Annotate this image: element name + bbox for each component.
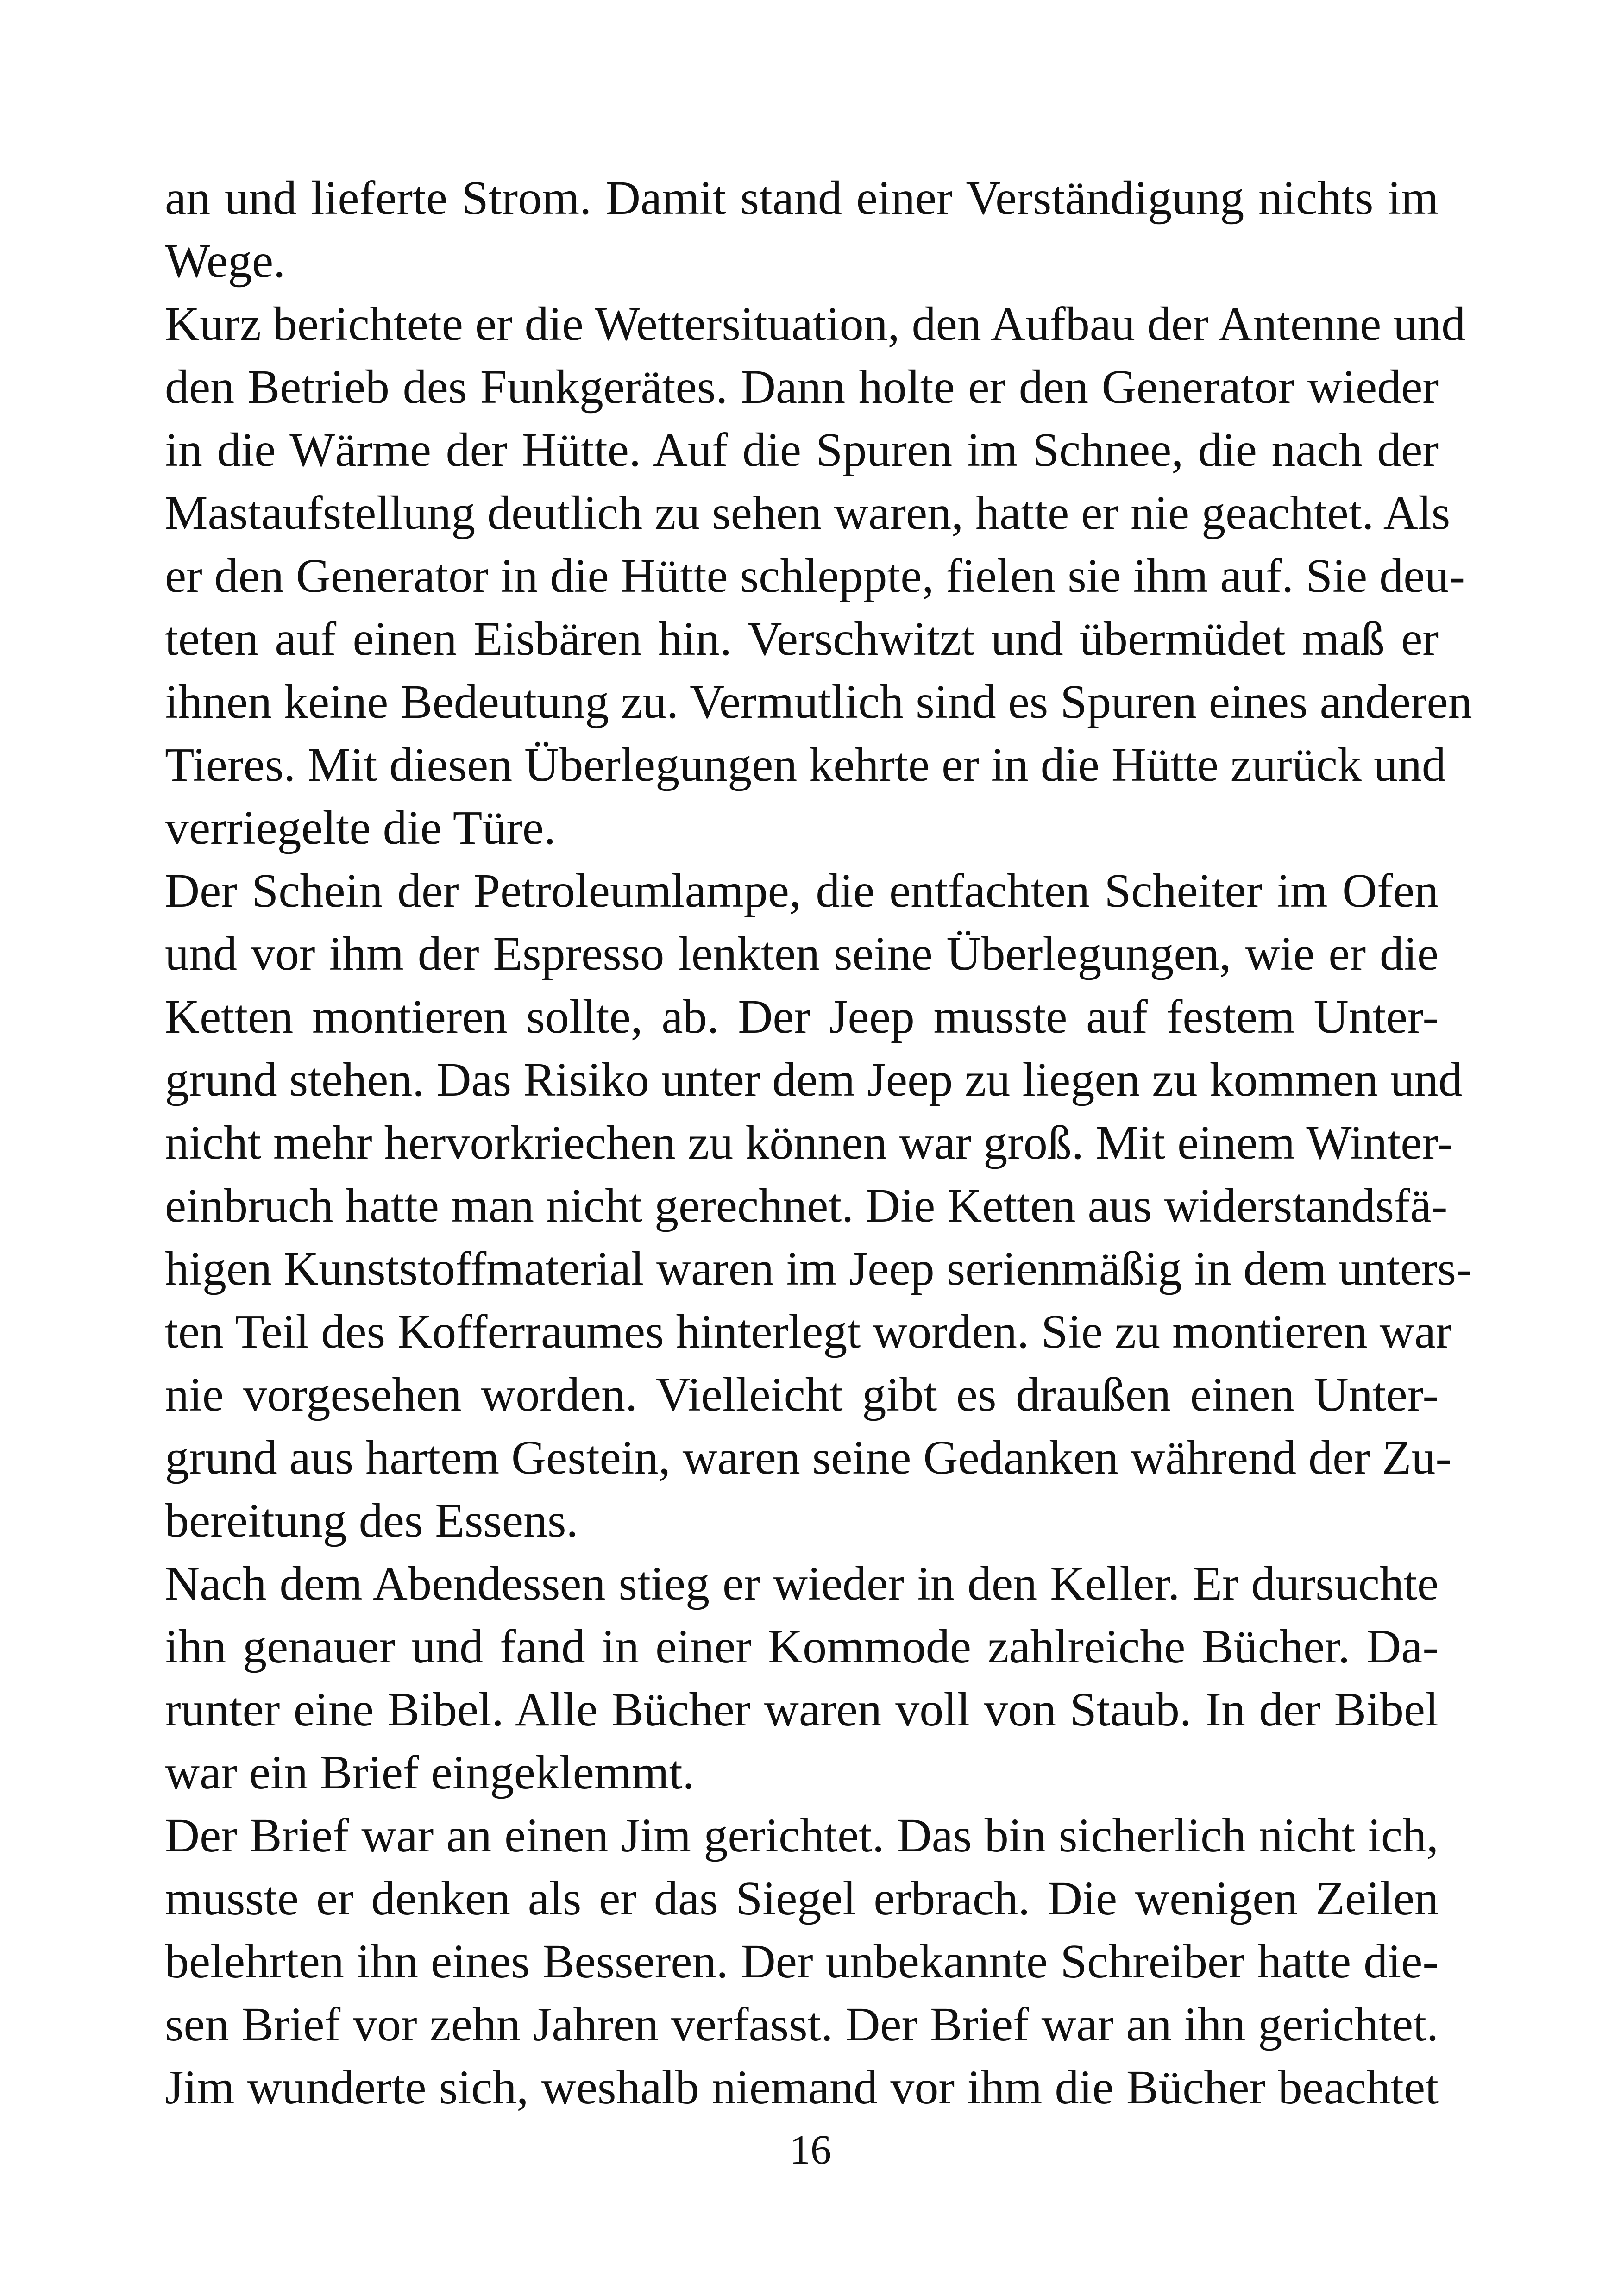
text-line: verriegelte die Türe. xyxy=(165,801,556,854)
text-line: Wege. xyxy=(165,234,286,288)
text-line: Der Brief war an einen Jim gerichtet. Das bin sicherlich nicht ich, xyxy=(165,1809,1439,1862)
text-line: runter eine Bibel. Alle Bücher waren voll von Staub. In der Bibel xyxy=(165,1683,1439,1736)
text-line: den Betrieb des Funkgerätes. Dann holte er den Generator wieder xyxy=(165,360,1439,414)
text-line: nicht mehr hervorkriechen zu können war groß. Mit einem Winter- xyxy=(165,1116,1453,1169)
text-line: Kurz berichtete er die Wettersituation, den Aufbau der Antenne und xyxy=(165,297,1466,351)
text-line: grund aus hartem Gestein, waren seine Gedanken während der Zu- xyxy=(165,1431,1452,1484)
text-line: war ein Brief eingeklemmt. xyxy=(165,1746,695,1799)
text-line: einbruch hatte man nicht gerechnet. Die Ketten aus widerstandsfä- xyxy=(165,1179,1448,1232)
text-line: musste er denken als er das Siegel erbrach. Die wenigen Zeilen xyxy=(165,1872,1439,1925)
text-line: bereitung des Essens. xyxy=(165,1494,578,1547)
page-number: 16 xyxy=(790,2127,831,2173)
text-line: ten Teil des Kofferraumes hinterlegt worden. Sie zu montieren war xyxy=(165,1305,1452,1358)
text-line: in die Wärme der Hütte. Auf die Spuren im Schnee, die nach der xyxy=(165,423,1439,477)
text-line: sen Brief vor zehn Jahren verfasst. Der Brief war an ihn gerichtet. xyxy=(165,1998,1439,2051)
text-line: higen Kunststoffmaterial waren im Jeep serienmäßig in dem unters- xyxy=(165,1242,1472,1295)
text-line: ihnen keine Bedeutung zu. Vermutlich sind es Spuren eines anderen xyxy=(165,675,1472,728)
text-line: belehrten ihn eines Besseren. Der unbekannte Schreiber hatte die- xyxy=(165,1935,1439,1988)
text-line: an und lieferte Strom. Damit stand einer Verständigung nichts im xyxy=(165,171,1439,225)
text-line: nie vorgesehen worden. Vielleicht gibt es draußen einen Unter- xyxy=(165,1368,1439,1421)
text-line: er den Generator in die Hütte schleppte, fielen sie ihm auf. Sie deu- xyxy=(165,549,1465,602)
text-line: Mastaufstellung deutlich zu sehen waren, hatte er nie geachtet. Als xyxy=(165,486,1451,539)
text-line: ihn genauer und fand in einer Kommode zahlreiche Bücher. Da- xyxy=(165,1620,1439,1673)
text-line: grund stehen. Das Risiko unter dem Jeep zu liegen zu kommen und xyxy=(165,1053,1463,1106)
text-line: Der Schein der Petroleumlampe, die entfachten Scheiter im Ofen xyxy=(165,864,1439,917)
text-line: Nach dem Abendessen stieg er wieder in den Keller. Er dursuchte xyxy=(165,1557,1439,1610)
text-line: Jim wunderte sich, weshalb niemand vor ihm die Bücher beachtet xyxy=(165,2061,1439,2114)
text-line: teten auf einen Eisbären hin. Verschwitzt und übermüdet maß er xyxy=(165,612,1439,665)
text-line: und vor ihm der Espresso lenkten seine Überlegungen, wie er die xyxy=(165,927,1439,980)
text-line: Tieres. Mit diesen Überlegungen kehrte er in die Hütte zurück und xyxy=(165,738,1446,791)
text-line: Ketten montieren sollte, ab. Der Jeep musste auf festem Unter- xyxy=(165,990,1439,1043)
